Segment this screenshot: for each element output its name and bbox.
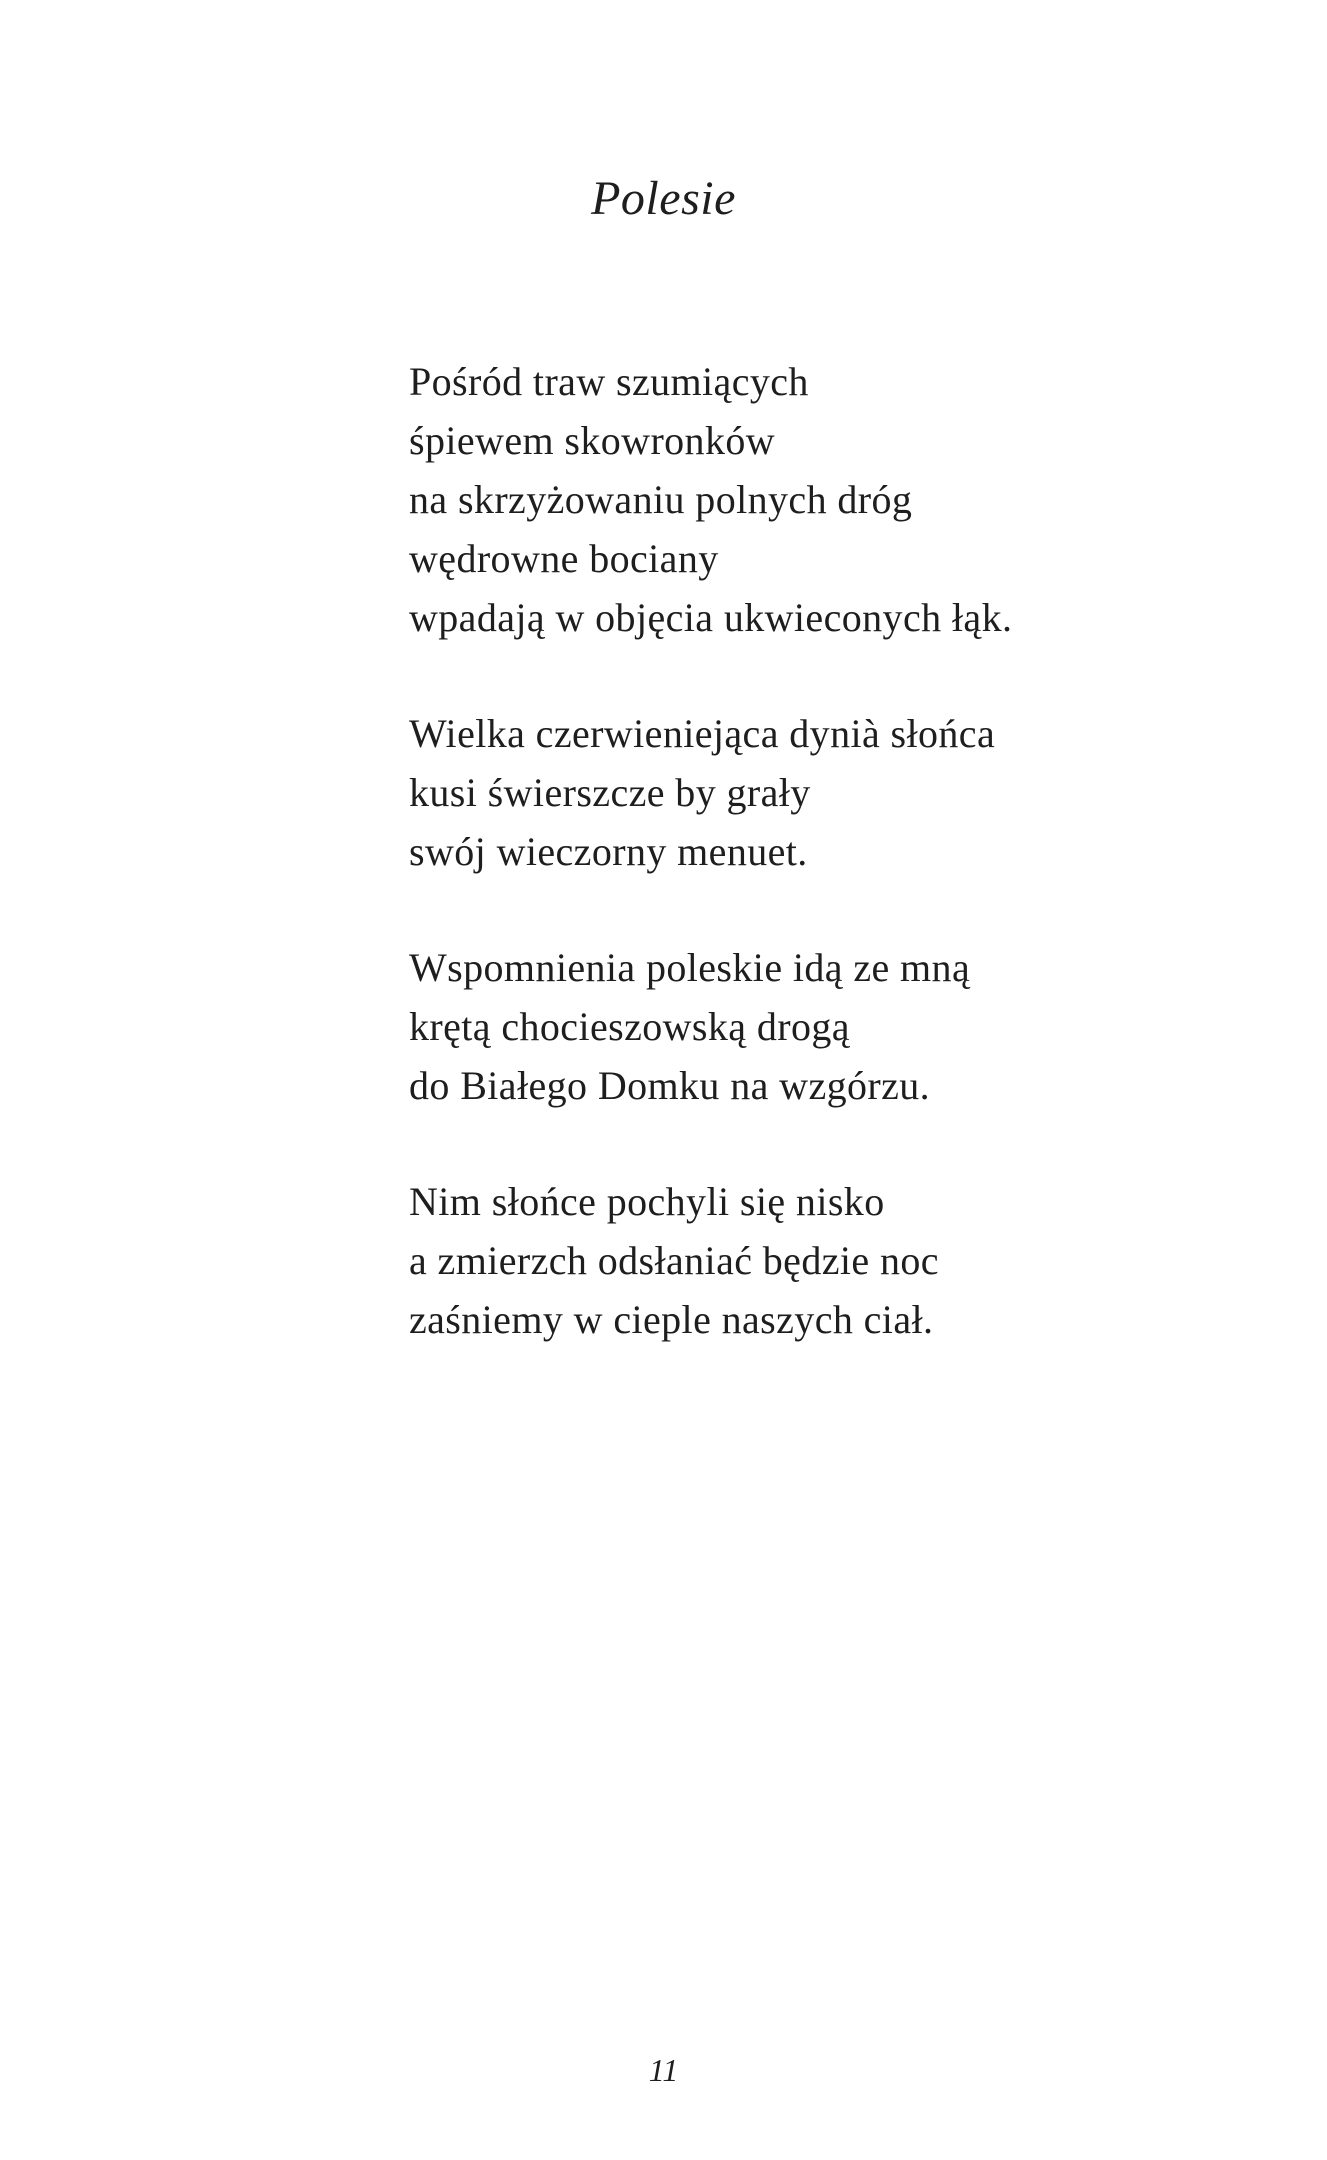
poem-line: zaśniemy w cieple naszych ciał. xyxy=(409,1297,934,1342)
stanza-2 xyxy=(409,704,1289,881)
stanza-4 xyxy=(409,1172,1289,1349)
poem-line: do Białego Domku na wzgórzu. xyxy=(409,1063,931,1108)
poem-line: Wspomnienia poleskie idą ze mną xyxy=(409,945,971,990)
poem-line: Nim słońce pochyli się nisko xyxy=(409,1179,885,1224)
poem-line: śpiewem skowronków xyxy=(409,418,776,463)
stanza-1 xyxy=(409,352,1289,647)
poem-line: wpadają w objęcia ukwieconych łąk. xyxy=(409,595,1013,640)
poem-line: a zmierzch odsłaniać będzie noc xyxy=(409,1238,939,1283)
poem-body xyxy=(409,352,1289,1406)
page-number: 11 xyxy=(648,2052,679,2088)
stanza-3 xyxy=(409,938,1289,1115)
poem-line: na skrzyżowaniu polnych dróg xyxy=(409,477,913,522)
poem-title: Polesie xyxy=(591,172,736,225)
poem-line: krętą chocieszowską drogą xyxy=(409,1004,850,1049)
poem-line: swój wieczorny menuet. xyxy=(409,829,808,874)
poem-line: Pośród traw szumiących xyxy=(409,359,809,404)
poem-line: kusi świerszcze by grały xyxy=(409,770,811,815)
poem-line: wędrowne bociany xyxy=(409,536,719,581)
poem-line: Wielka czerwieniejąca dynià słońca xyxy=(409,711,996,756)
